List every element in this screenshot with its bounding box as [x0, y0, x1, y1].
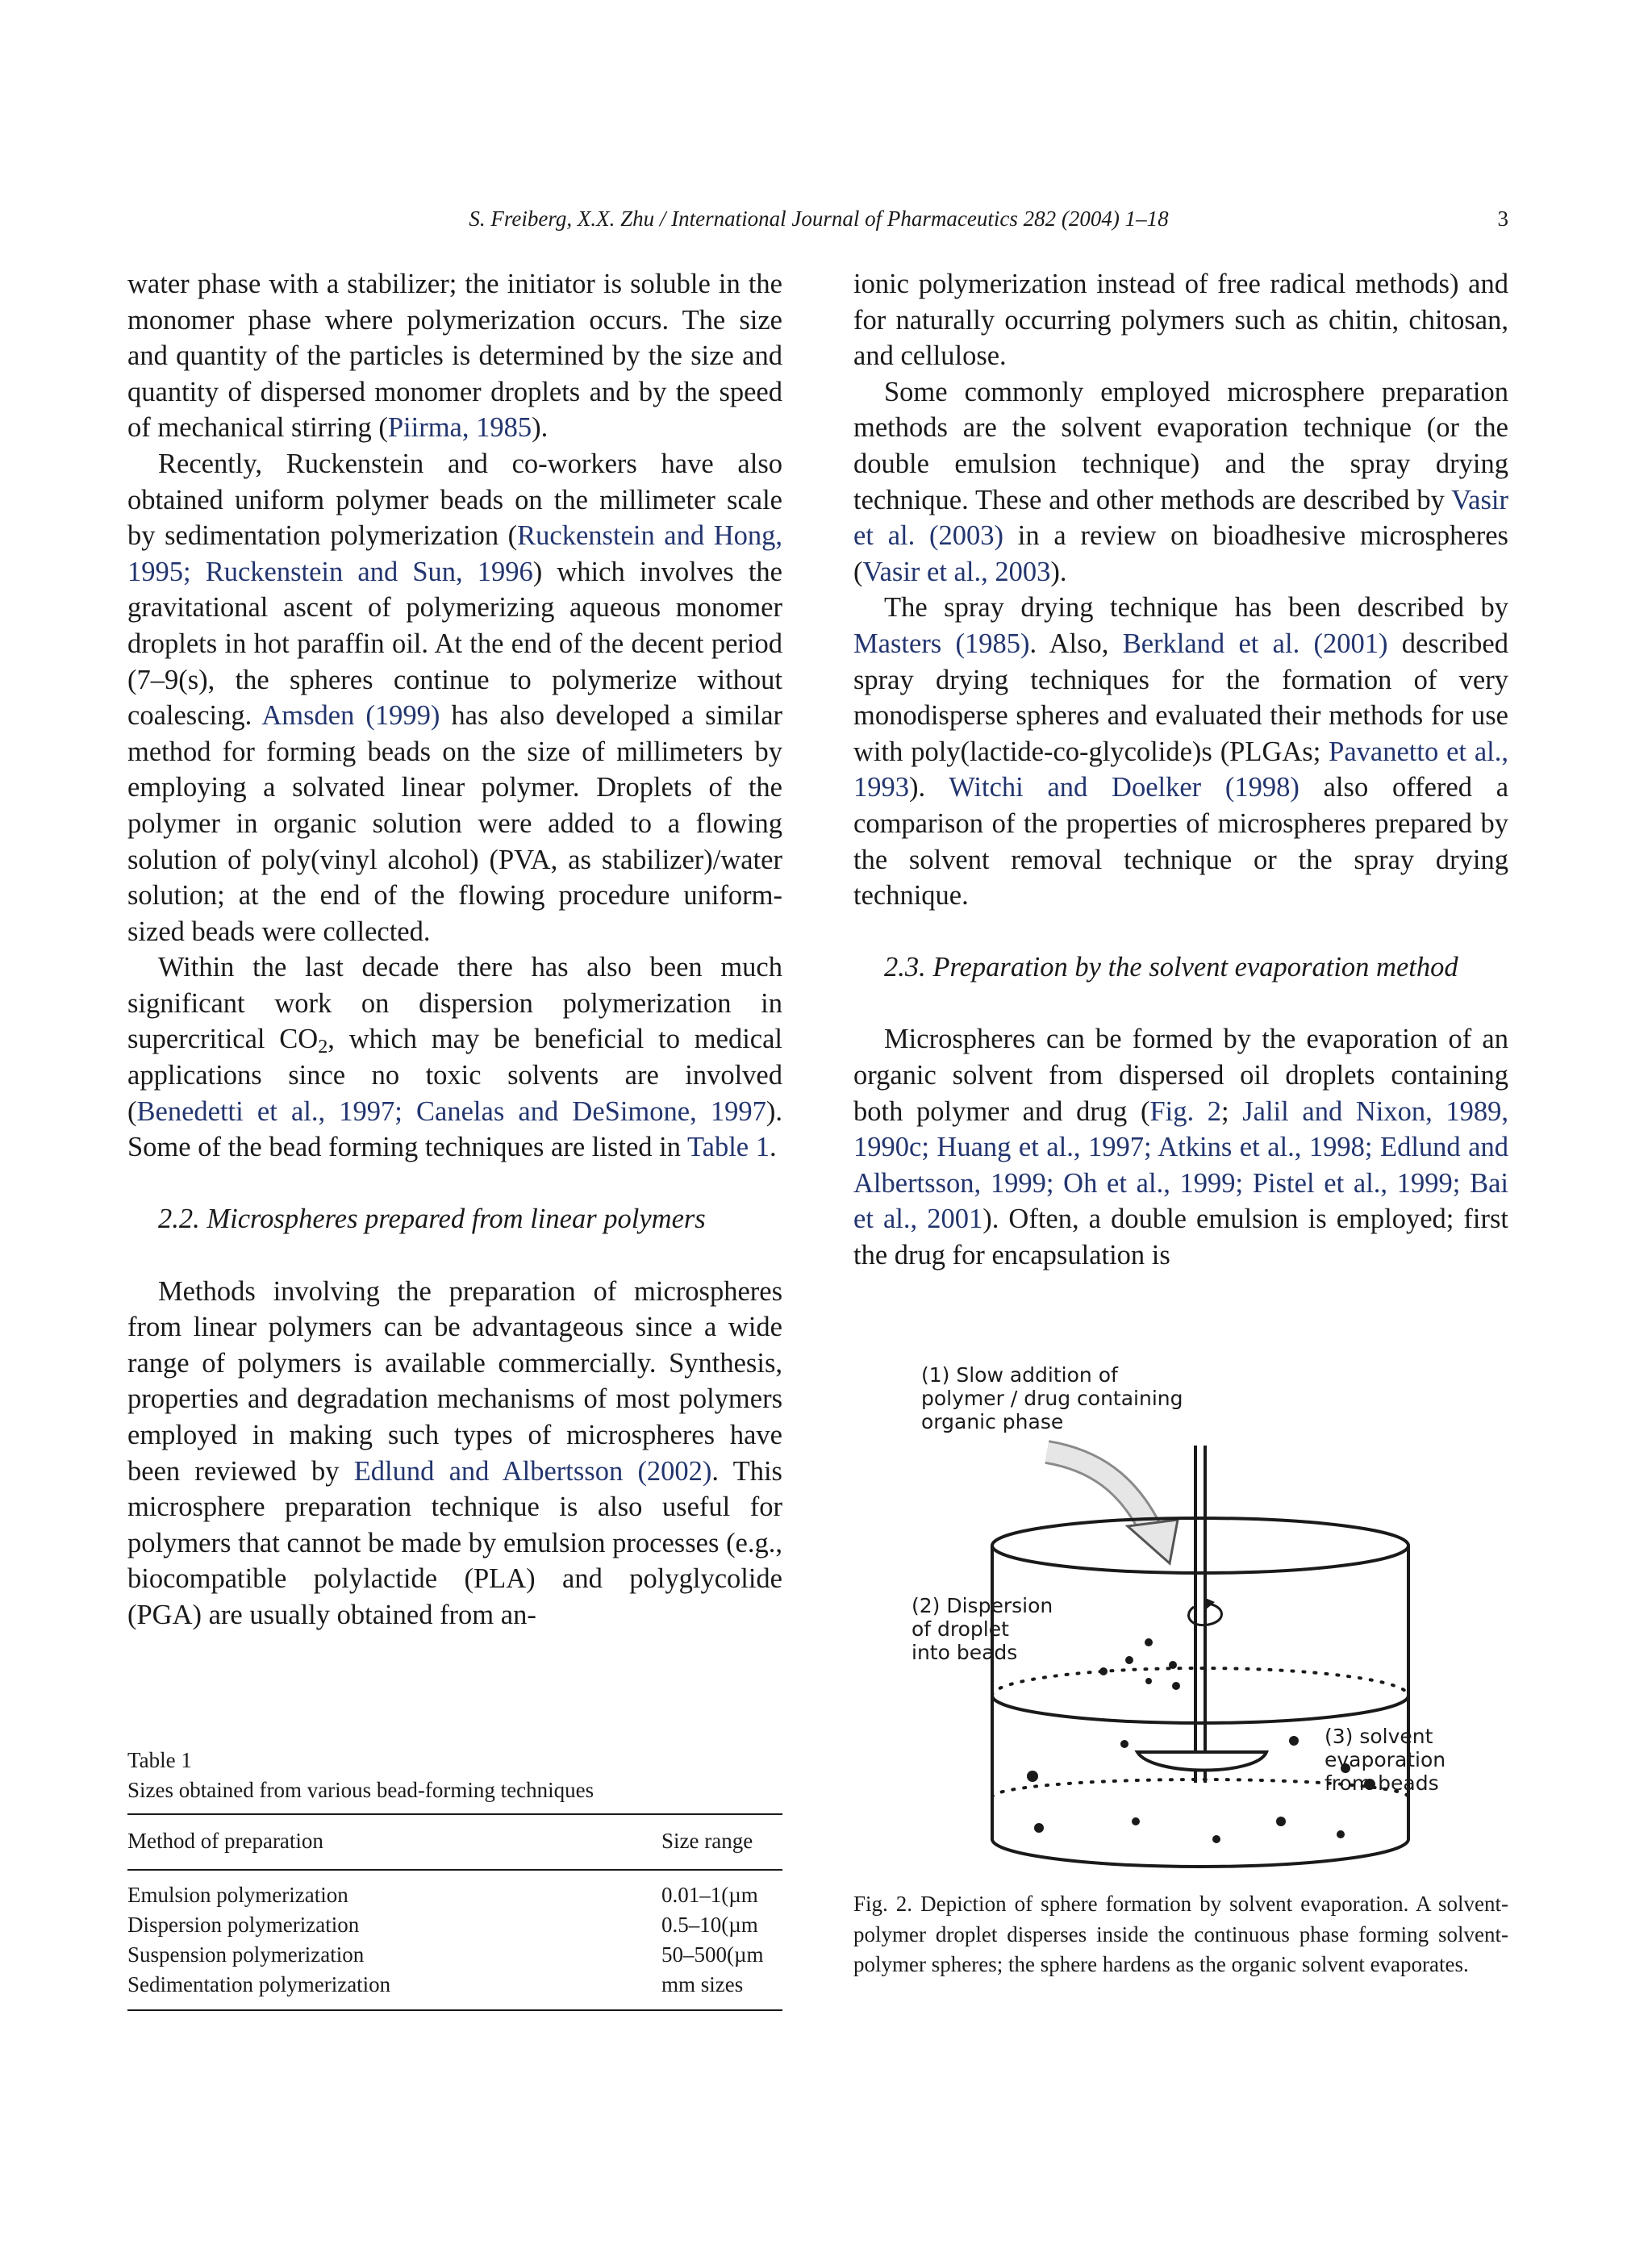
droplet [1125, 1656, 1133, 1664]
text-run: described spray drying techniques for the formation of very monodisperse spheres and evaluated their methods for use with poly(lactide-co-glycolide)s (PLGAs; [853, 628, 1508, 767]
left-column [127, 266, 782, 1633]
sizes-table [127, 1813, 782, 2011]
table-header-row [127, 1814, 782, 1870]
citation-link[interactable]: Vasir et al., 2003 [862, 556, 1051, 587]
label-line: evaporation [1325, 1748, 1446, 1771]
text-run: . [770, 1132, 777, 1163]
text-run: ). [1050, 556, 1067, 587]
text-run: Microspheres can be formed by the evaporation of an organic solvent from dispersed oil droplets containing both polymer and drug ( [853, 1024, 1508, 1127]
text-run: The spray drying technique has been described by [884, 592, 1508, 624]
table-caption: Sizes obtained from various bead-forming techniques [127, 1778, 594, 1802]
text-run: in a review on bioadhesive microspheres ( [853, 520, 1508, 587]
paragraph [127, 266, 782, 446]
text-run: Methods involving the preparation of microspheres from linear polymers can be advantageous since a wide range of polymers is available commercially. Synthesis, properties and degradation mechanisms of most polymers employed in making such types of microspheres have been reviewed by [127, 1275, 782, 1487]
figure-label-step-2 [912, 1594, 1053, 1664]
addition-arrow-head [1128, 1520, 1178, 1563]
table-cell: Suspension polymerization [127, 1942, 365, 1967]
paragraph [853, 266, 1508, 374]
label-line: polymer / drug containing [921, 1387, 1183, 1410]
text-run: Recently, Ruckenstein and co-workers have also obtained uniform polymer beads on the millimeter scale by sedimentation polymerization ( [127, 448, 782, 552]
section-heading: 2.3. Preparation by the solvent evaporation method [884, 952, 1458, 983]
bead [1212, 1835, 1220, 1843]
table-row [127, 1870, 782, 1910]
bead [1337, 1830, 1345, 1838]
paragraph [853, 1021, 1508, 1273]
text-run: Within the last decade there has also been much significant work on dispersion polymerization in supercritical CO [127, 952, 782, 1055]
figure-caption-text: Fig. 2. Depiction of sphere formation by solvent evaporation. A solvent-polymer droplet disperses inside the continuous phase forming solvent-polymer spheres; the sphere hardens as the organic solvent evaporates. [853, 1892, 1508, 1976]
page-number: 3 [1497, 207, 1508, 231]
text-run: ). [532, 412, 549, 444]
table-row [127, 1940, 782, 1970]
subscript: 2 [318, 1036, 328, 1058]
text-run: ionic polymerization instead of free radical methods) and for naturally occurring polymers such as chitin, chitosan, and cellulose. [853, 269, 1508, 372]
text-run: ) which involves the gravitational ascent of polymerizing aqueous monomer droplets in hot paraffin oil. At the end of the decent period (7–9(s), the spheres continue to polymerize without coalescing. [127, 556, 782, 732]
citation-link[interactable]: Benedetti et al., 1997; Canelas and DeSimone, 1997 [136, 1095, 766, 1127]
running-head [129, 207, 1508, 239]
bead [1027, 1771, 1038, 1782]
text-run: ). Often, a double emulsion is employed; first the drug for encapsulation is [853, 1204, 1509, 1271]
beaker-bottom [992, 1839, 1408, 1867]
text-run: ). [909, 772, 949, 803]
running-title: S. Freiberg, X.X. Zhu / International Journal of Pharmaceutics 282 (2004) 1–18 [469, 207, 1169, 231]
citation-link[interactable]: Witchi and Doelker (1998) [949, 772, 1299, 803]
droplet [1145, 1678, 1152, 1684]
table-row [127, 1910, 782, 1940]
citation-link[interactable]: Edlund and Albertsson (2002) [353, 1455, 712, 1487]
stirrer-blade [1137, 1752, 1266, 1771]
figure-label-step-1 [921, 1363, 1183, 1433]
paragraph [853, 374, 1508, 590]
liquid-surface [992, 1696, 1408, 1723]
bead [1289, 1736, 1299, 1746]
paragraph [127, 949, 782, 1166]
text-run: has also developed a similar method for forming beads on the size of millimeters by employing a solvated linear polymer. Droplets of the polymer in organic solution were added to a flowing solution of poly(vinyl alcohol) (PVA, as stabilizer)/water solution; at the end of the flowing procedure uniform-sized beads were collected. [127, 700, 782, 947]
text-run: . Also, [1029, 628, 1123, 659]
figure-2 [853, 1355, 1508, 1871]
table-row [127, 1970, 782, 2010]
droplet [1145, 1638, 1153, 1646]
text-run: ; [1221, 1095, 1243, 1127]
label-line: (3) solvent [1325, 1725, 1433, 1748]
table-label: Table 1 [127, 1748, 192, 1772]
liquid-surface-back [992, 1668, 1408, 1696]
addition-arrow-fill [1047, 1452, 1150, 1529]
label-line: (1) Slow addition of [921, 1363, 1118, 1387]
citation-link[interactable]: Fig. 2 [1149, 1095, 1221, 1127]
beaker-rim [992, 1518, 1408, 1573]
citation-link[interactable]: Pavanetto et al., 1993 [853, 736, 1508, 803]
paragraph [853, 590, 1508, 913]
bead [1034, 1823, 1044, 1833]
table-cell: mm sizes [661, 1970, 782, 2010]
text-run: Some commonly employed microsphere preparation methods are the solvent evaporation technique (or the double emulsion technique) and the spray drying technique. These and other methods are described by [853, 376, 1508, 515]
column-header: Method of preparation [127, 1814, 661, 1870]
text-run: . This microsphere preparation technique is also useful for polymers that cannot be made by emulsion processes (e.g., biocompatible polylactide (PLA) and polyglycolide (PGA) are usually obtained from an- [127, 1455, 782, 1630]
figure-label-step-3 [1325, 1725, 1446, 1795]
text-run: ). Some of the bead forming techniques are listed in [127, 1095, 782, 1163]
label-line: into beads [912, 1641, 1018, 1664]
right-column [853, 266, 1508, 1274]
text-run: , which may be beneficial to medical applications since no toxic solvents are involved ( [127, 1024, 782, 1127]
figure-caption [853, 1889, 1508, 1980]
label-line: organic phase [921, 1410, 1064, 1433]
text-run: also offered a comparison of the properties of microspheres prepared by the solvent removal technique or the spray drying technique. [853, 772, 1509, 912]
citation-link[interactable]: Masters (1985) [853, 628, 1030, 659]
table-1 [127, 1746, 782, 2011]
table-cell: Dispersion polymerization [127, 1913, 360, 1937]
droplet [1169, 1661, 1177, 1669]
citation-link[interactable]: Berkland et al. (2001) [1122, 628, 1388, 659]
citation-link[interactable]: Jalil and Nixon, 1989, 1990c; Huang et al., 1997; Atkins et al., 1998; Edlund and Albertsson, 1999; Oh et al., 1999; Pistel et al., 1999; Bai et al., 2001 [853, 1095, 1508, 1235]
label-line: (2) Dispersion [912, 1594, 1053, 1617]
table-cell: 0.5–10(µm [661, 1913, 758, 1937]
citation-link[interactable]: Vasir et al. (2003) [853, 484, 1508, 552]
label-line: from beads [1325, 1771, 1439, 1795]
paragraph [127, 1274, 782, 1633]
label-line: of droplet [912, 1617, 1009, 1641]
bead [1276, 1817, 1286, 1826]
table-cell: 0.01–1(µm [661, 1883, 758, 1907]
citation-link[interactable]: Amsden (1999) [261, 700, 440, 732]
citation-link[interactable]: Table 1 [686, 1132, 770, 1163]
section-heading: 2.2. Microspheres prepared from linear polymers [158, 1204, 706, 1235]
bead [1120, 1740, 1128, 1748]
bead [1132, 1817, 1140, 1825]
column-header: Size range [661, 1814, 782, 1870]
table-cell: 50–500(µm [661, 1942, 764, 1967]
text-run: water phase with a stabilizer; the initiator is soluble in the monomer phase where polymerization occurs. The size and quantity of the particles is determined by the size and quantity of dispersed monomer droplets and by the speed of mechanical stirring ( [127, 269, 782, 444]
citation-link[interactable]: Piirma, 1985 [387, 412, 532, 444]
droplet [1172, 1682, 1180, 1690]
paragraph [127, 446, 782, 949]
droplet [1099, 1667, 1108, 1675]
table-cell: Emulsion polymerization [127, 1883, 348, 1907]
citation-link[interactable]: Ruckenstein and Hong, 1995; Ruckenstein and Sun, 1996 [127, 520, 782, 587]
table-cell: Sedimentation polymerization [127, 1970, 661, 2010]
